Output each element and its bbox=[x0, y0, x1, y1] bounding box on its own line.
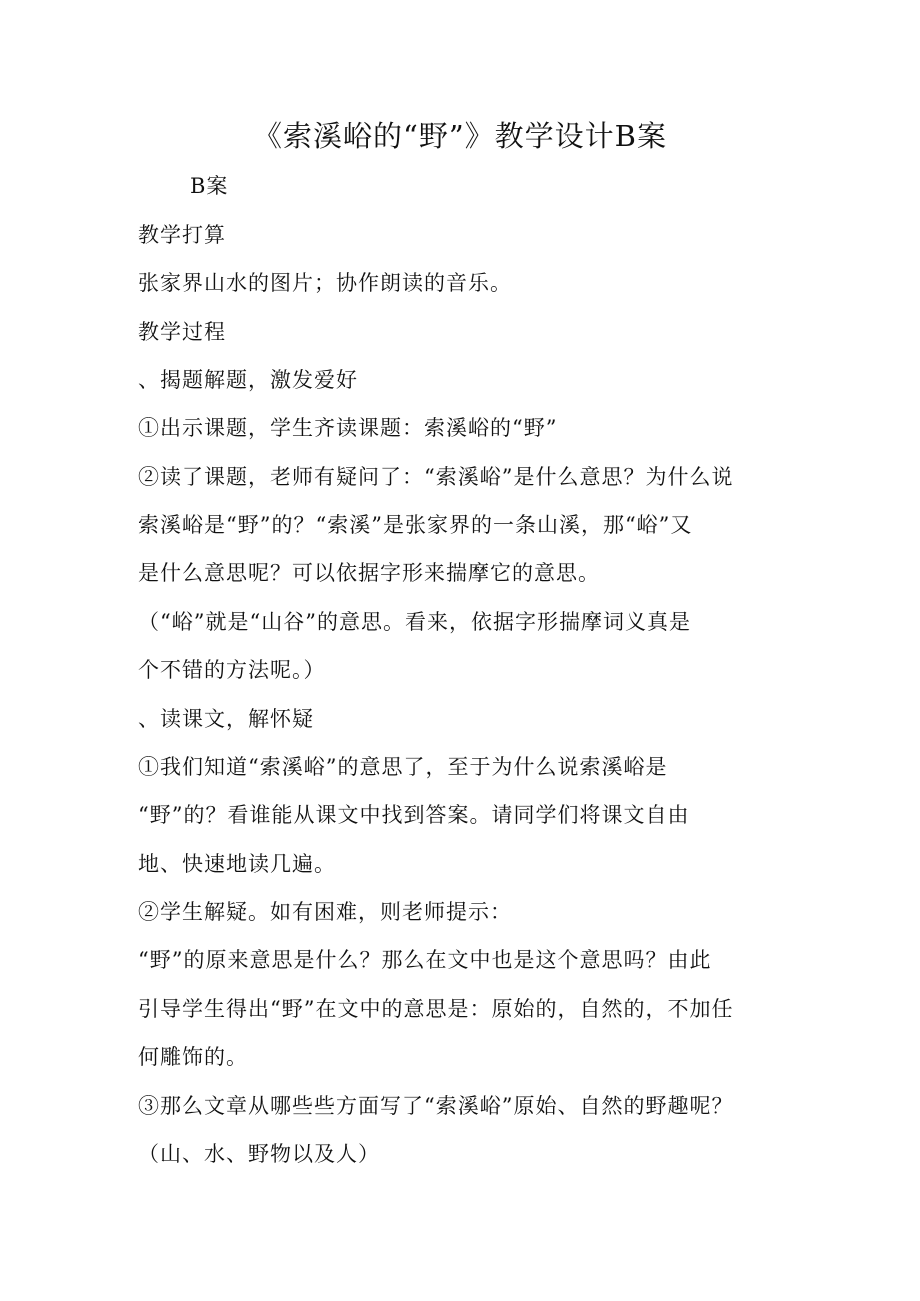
answer-line: （山、水、野物以及人） bbox=[138, 1142, 380, 1166]
section-heading-2: 、读课文，解怀疑 bbox=[138, 707, 314, 731]
step-2-3: ③那么文章从哪些些方面写了“索溪峪”原始、自然的野趣呢？ bbox=[138, 1094, 734, 1118]
note-line-1: （“峪”就是“山谷”的意思。看来，依据字形揣摩词义真是 bbox=[138, 610, 691, 634]
step-1-2-line-1: ②读了课题，老师有疑问了：“索溪峪”是什么意思？为什么说 bbox=[138, 465, 734, 489]
heading-teaching-prep: 教学打算 bbox=[138, 223, 226, 247]
step-1-2-line-3: 是什么意思呢？可以依据字形来揣摩它的意思。 bbox=[138, 561, 600, 585]
step-2-1-line-3: 地、快速地读几遍。 bbox=[138, 852, 336, 876]
note-line-2: 个不错的方法呢。） bbox=[138, 658, 326, 682]
paragraph-materials: 张家界山水的图片；协作朗读的音乐。 bbox=[138, 271, 512, 295]
section-label-b: B案 bbox=[190, 174, 229, 198]
step-1-2-line-2: 索溪峪是“野”的？“索溪”是张家界的一条山溪，那“峪”又 bbox=[138, 513, 693, 537]
hint-line-3: 何雕饰的。 bbox=[138, 1045, 248, 1069]
step-2-2: ②学生解疑。如有困难，则老师提示： bbox=[138, 900, 512, 924]
step-2-1-line-2: “野”的？看谁能从课文中找到答案。请同学们将课文自由 bbox=[138, 803, 690, 827]
hint-line-1: “野”的原来意思是什么？那么在文中也是这个意思吗？由此 bbox=[138, 948, 712, 972]
document-title: 《索溪峪的“野”》教学设计B案 bbox=[253, 119, 667, 153]
section-heading-1: 、揭题解题，激发爱好 bbox=[138, 368, 358, 392]
step-1-1: ①出示课题，学生齐读课题：索溪峪的“野” bbox=[138, 416, 558, 440]
heading-teaching-process: 教学过程 bbox=[138, 320, 226, 344]
step-2-1-line-1: ①我们知道“索溪峪”的意思了，至于为什么说索溪峪是 bbox=[138, 755, 668, 779]
hint-line-2: 引导学生得出“野”在文中的意思是：原始的，自然的，不加任 bbox=[138, 997, 734, 1021]
